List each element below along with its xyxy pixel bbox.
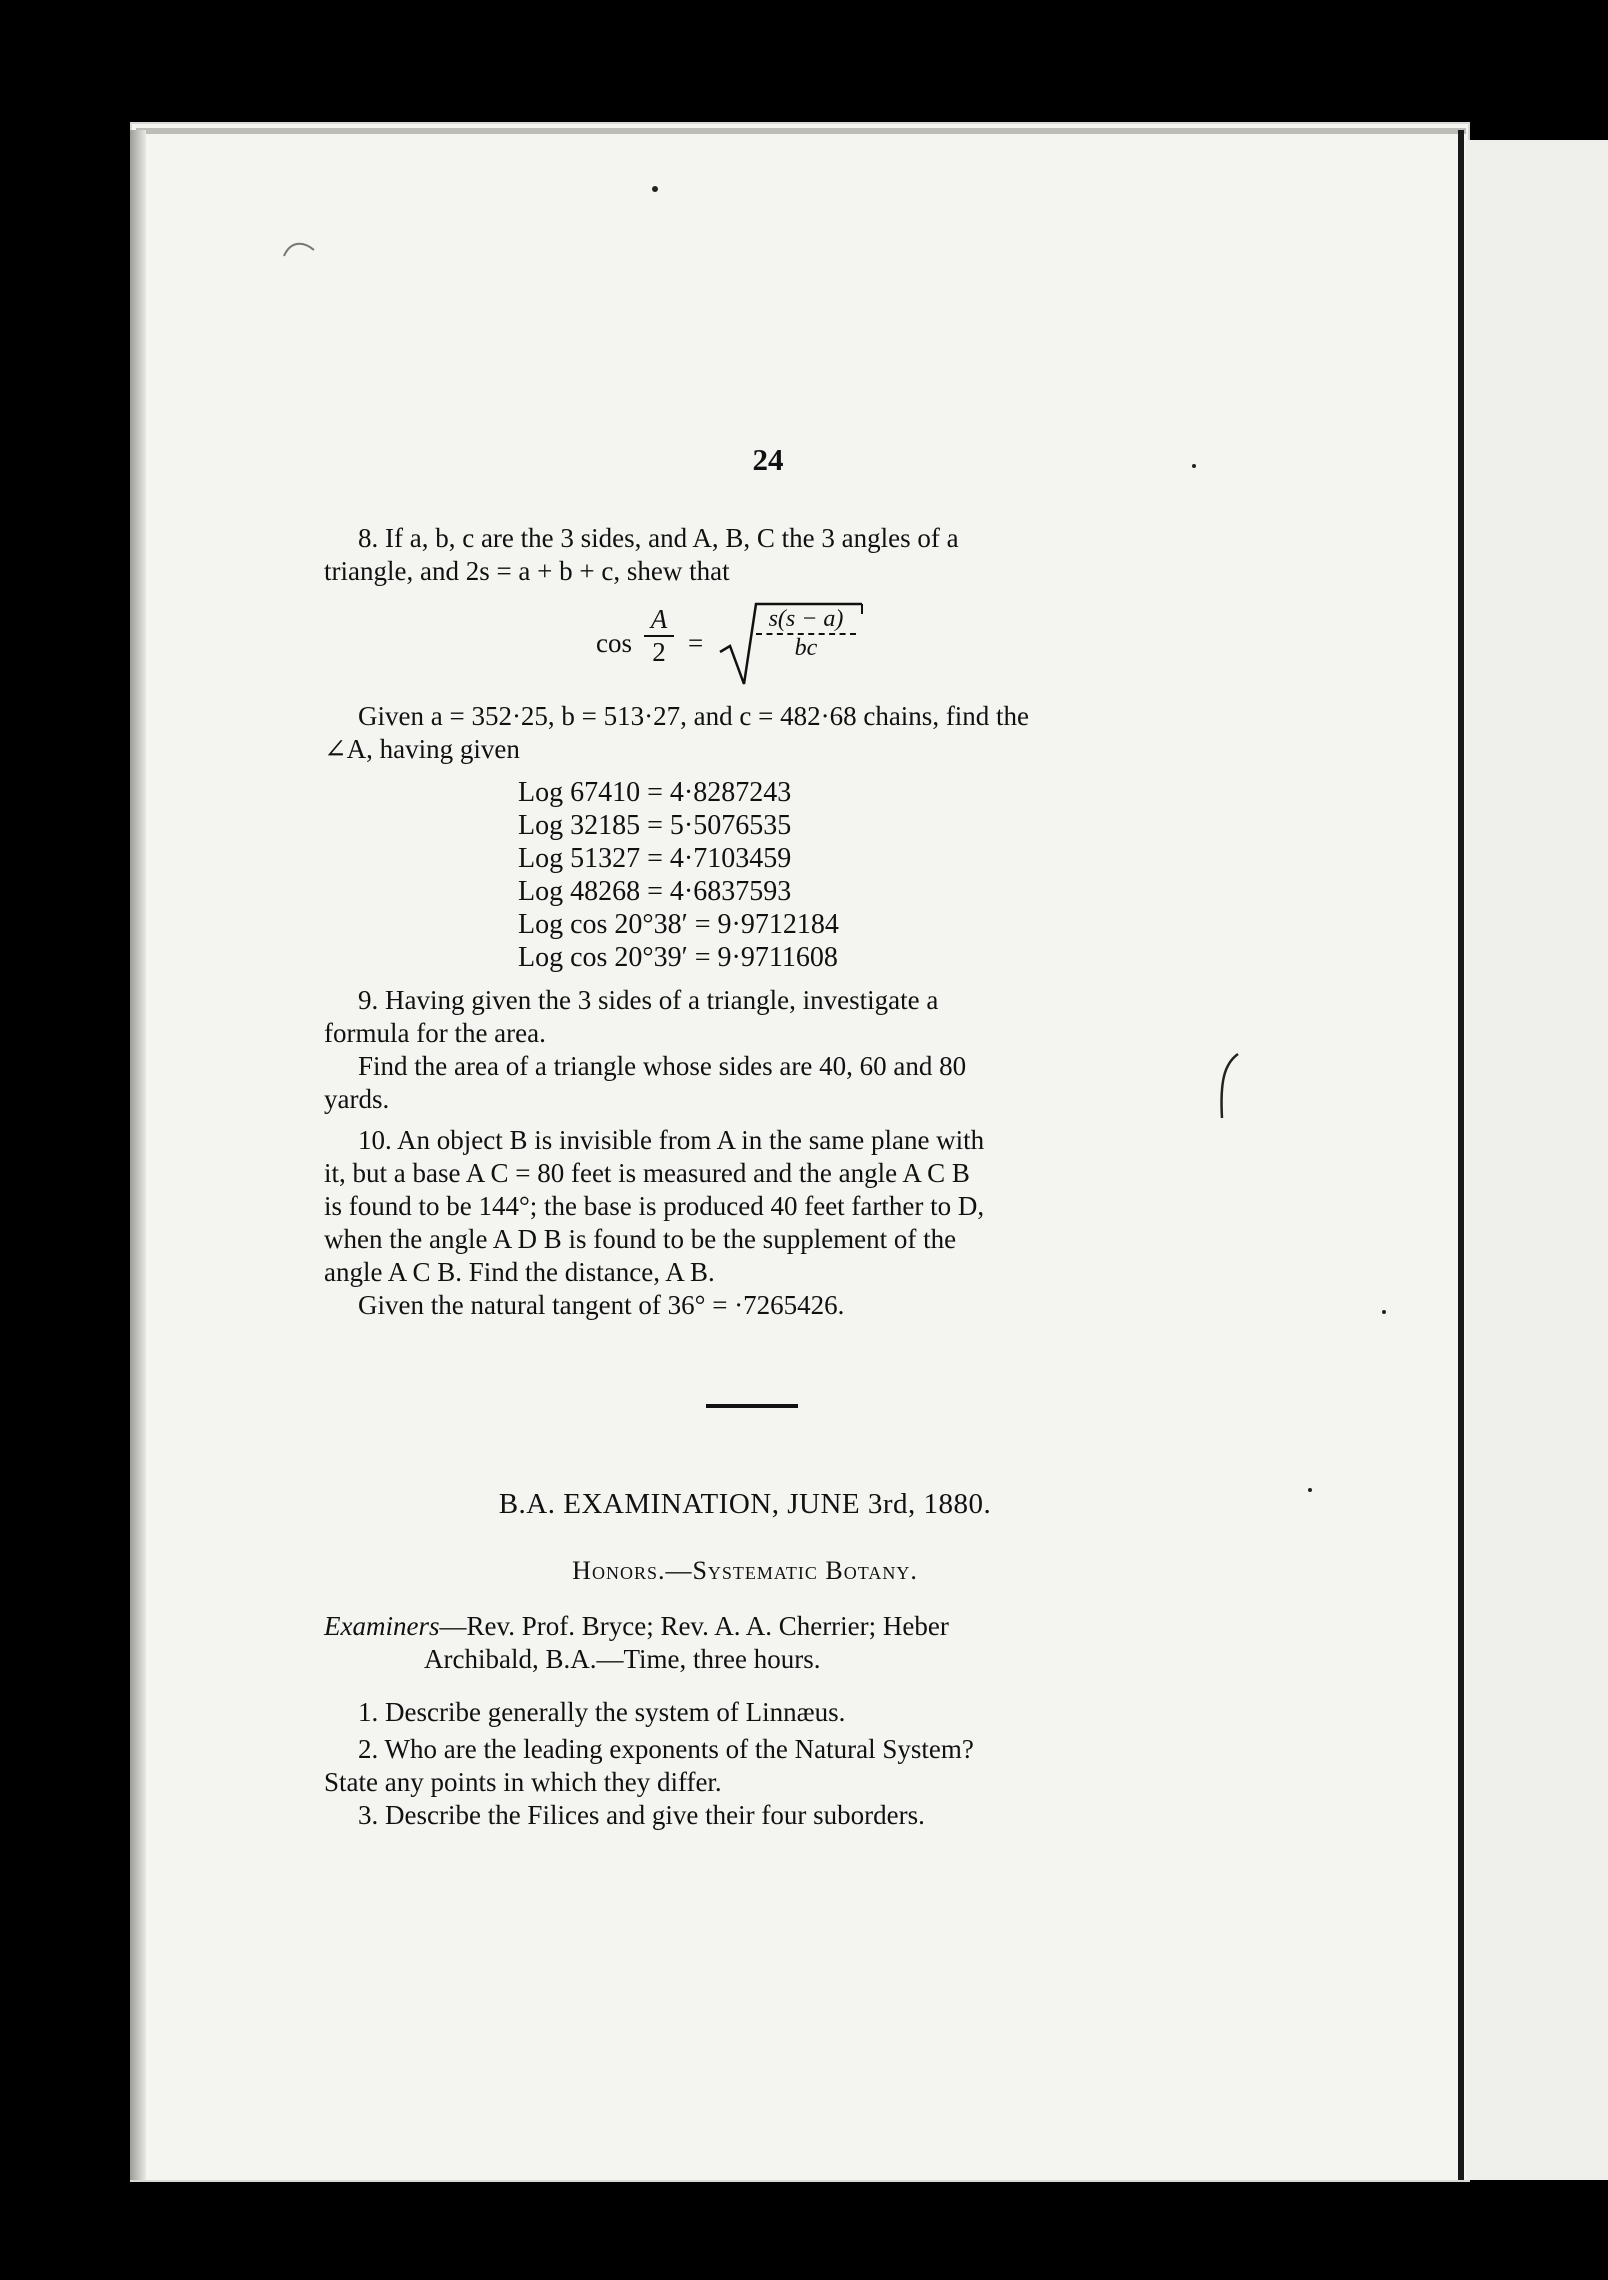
botany-question-line: 1. Describe generally the system of Linnæus. (358, 1697, 846, 1727)
exam-title: B.A. EXAMINATION, JUNE 3rd, 1880. (498, 1488, 992, 1520)
log-row: Log 67410 = 4·8287243 (518, 777, 792, 808)
scan-speck (1382, 1310, 1386, 1314)
facing-page-edge (1466, 140, 1608, 2180)
question-9-line: 9. Having given the 3 sides of a triangle, investigate a (358, 985, 939, 1015)
section-divider (706, 1404, 798, 1408)
formula-fraction-denominator: 2 (652, 637, 666, 667)
question-10-line: 10. An object B is invisible from A in the same plane with (358, 1125, 985, 1155)
botany-questions (324, 1696, 1166, 1832)
question-8-given (324, 700, 1166, 766)
radicand-numerator: s(s − a) (756, 606, 856, 635)
examiners-block (324, 1610, 1166, 1676)
formula-equals: = (688, 628, 704, 658)
question-9-line: formula for the area. (324, 1018, 546, 1048)
question-10-line: it, but a base A C = 80 feet is measured and the angle A C B (324, 1158, 970, 1188)
log-table (518, 776, 839, 974)
question-10-line: is found to be 144°; the base is produced 40 feet farther to D, (324, 1191, 985, 1221)
question-10-line: angle A C B. Find the distance, A B. (324, 1257, 715, 1287)
question-9-line: yards. (324, 1084, 390, 1114)
question-9-line: Find the area of a triangle whose sides are 40, 60 and 80 (358, 1051, 967, 1081)
botany-question-line: 2. Who are the leading exponents of the Natural System? (358, 1734, 974, 1764)
pencil-mark-icon (1214, 1052, 1242, 1122)
cosine-formula (592, 600, 892, 690)
botany-question-line: 3. Describe the Filices and give their four suborders. (358, 1800, 925, 1830)
formula-fraction-numerator: A (644, 604, 674, 637)
scan-speck (1308, 1488, 1312, 1492)
botany-question-line: State any points in which they differ. (324, 1767, 722, 1797)
question-8-line: triangle, and 2s = a + b + c, shew that (324, 556, 730, 586)
log-row: Log 48268 = 4·6837593 (518, 876, 792, 907)
page-gutter-shadow (130, 130, 146, 2180)
question-10-line: Given the natural tangent of 36° = ·7265426. (358, 1290, 845, 1320)
scan-speck (652, 186, 658, 192)
radicand-denominator: bc (794, 635, 818, 661)
exam-subtitle: Honors.—Systematic Botany. (572, 1556, 918, 1585)
examiners-label: Examiners (324, 1611, 440, 1641)
log-row: Log cos 20°38′ = 9·9712184 (518, 909, 839, 940)
question-8 (324, 522, 1166, 588)
page-right-edge (1458, 130, 1464, 2180)
examiners-names: —Rev. Prof. Bryce; Rev. A. A. Cherrier; Heber (439, 1611, 949, 1641)
question-8-line: 8. If a, b, c are the 3 sides, and A, B, C the 3 angles of a (358, 523, 959, 553)
log-row: Log cos 20°39′ = 9·9711608 (518, 942, 838, 973)
formula-fraction (644, 604, 674, 668)
examiners-line (324, 1610, 1166, 1643)
log-row: Log 32185 = 5·5076535 (518, 810, 792, 841)
page-number: 24 (752, 442, 784, 477)
question-8-given-line: ∠A, having given (324, 734, 520, 764)
question-9 (324, 984, 1166, 1116)
formula-square-root (716, 600, 926, 688)
pencil-mark-icon (282, 236, 318, 260)
question-10-line: when the angle A D B is found to be the supplement of the (324, 1224, 957, 1254)
page-top-edge (136, 128, 1466, 134)
examiners-line: Archibald, B.A.—Time, three hours. (424, 1644, 821, 1674)
formula-cos: cos (596, 628, 632, 658)
log-row: Log 51327 = 4·7103459 (518, 843, 792, 874)
question-10 (324, 1124, 1166, 1322)
formula-radicand (756, 606, 856, 662)
question-8-given-line: Given a = 352·25, b = 513·27, and c = 482·68 chains, find the (358, 701, 1030, 731)
scan-speck (1192, 464, 1196, 468)
